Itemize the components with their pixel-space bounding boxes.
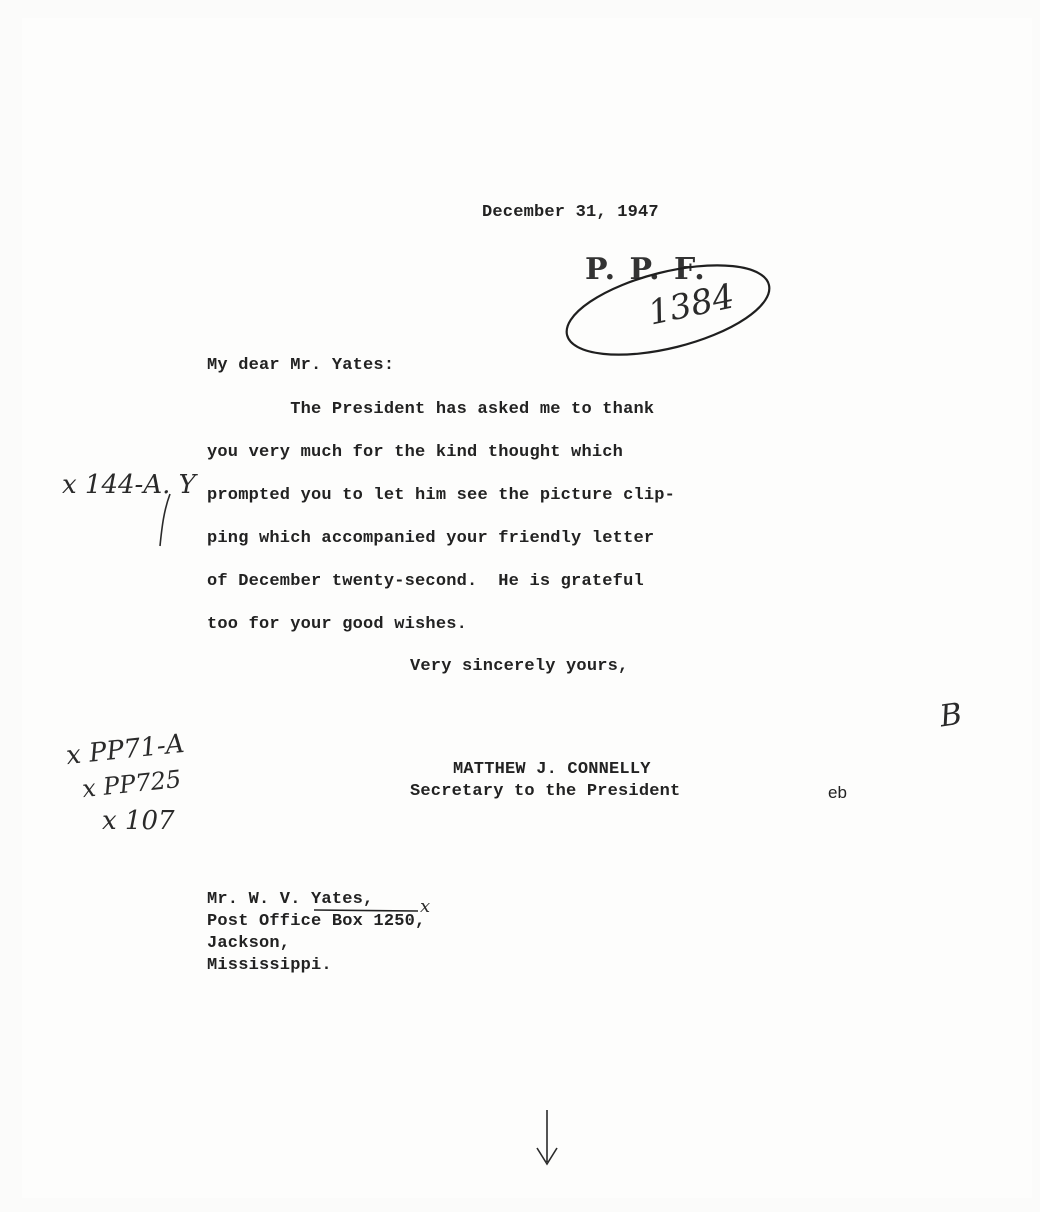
signer-name: MATTHEW J. CONNELLY [453, 760, 651, 779]
margin-stroke [150, 490, 180, 550]
margin-mark-b: B [937, 696, 965, 735]
margin-note: x PP725 [80, 764, 183, 804]
typist-initials: eb [828, 783, 847, 802]
address-line: Post Office Box 1250, [207, 912, 426, 931]
body-line: of December twenty-second. He is grateful [207, 572, 644, 591]
signer-title: Secretary to the President [410, 782, 681, 801]
body-line: you very much for the kind thought which [207, 443, 624, 462]
file-number-handwritten: 1384 [644, 276, 738, 334]
body-line: prompted you to let him see the picture clip- [207, 486, 676, 505]
address-check-mark: x [420, 896, 431, 917]
address-line: Mr. W. V. Yates, [207, 890, 374, 909]
margin-note: x 144-A. Y [62, 470, 196, 500]
salutation: My dear Mr. Yates: [207, 356, 395, 375]
address-line: Jackson, [207, 934, 291, 953]
address-line: Mississippi. [207, 956, 332, 975]
body-line: The President has asked me to thank [207, 400, 655, 419]
margin-note: x PP71-A [64, 728, 186, 772]
margin-note: x 107 [102, 806, 175, 836]
closing: Very sincerely yours, [410, 657, 629, 676]
letter-date: December 31, 1947 [482, 203, 659, 222]
body-line: ping which accompanied your friendly letter [207, 529, 655, 548]
body-line: too for your good wishes. [207, 615, 468, 634]
ppf-stamp: P. P. F. [585, 252, 707, 287]
letter-body [207, 388, 675, 646]
down-arrow-icon [532, 1108, 562, 1168]
name-underline [312, 906, 422, 914]
